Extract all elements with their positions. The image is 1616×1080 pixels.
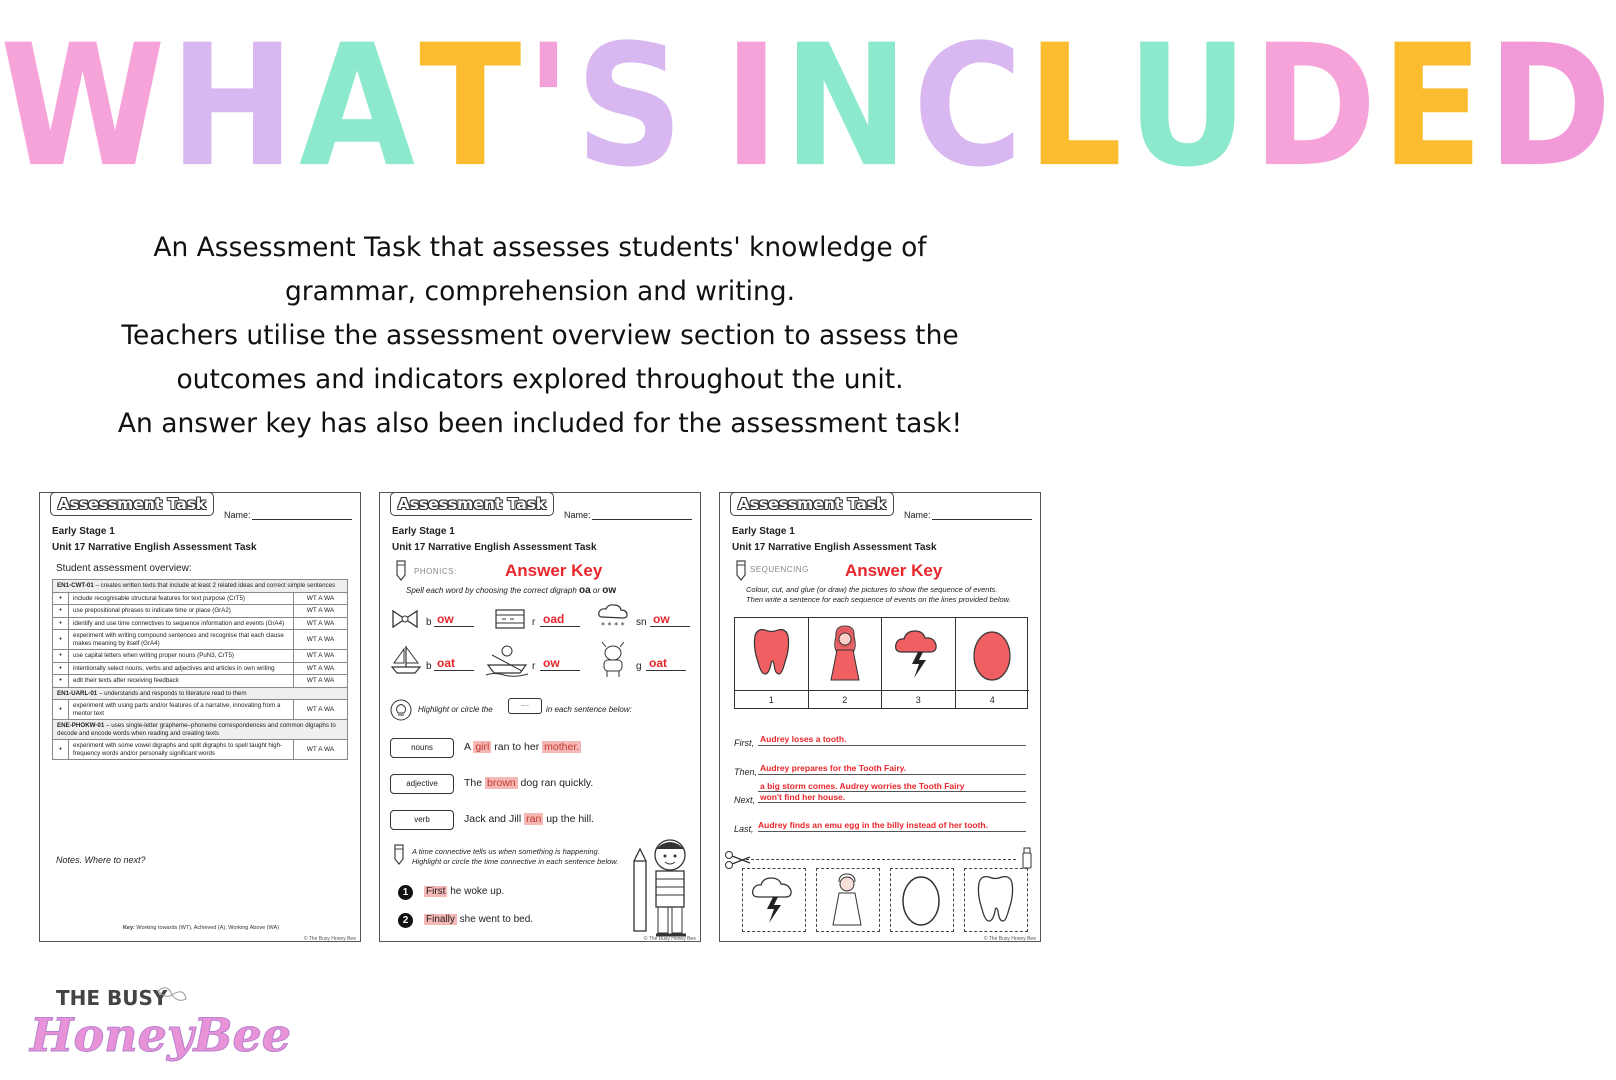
writing-line <box>758 774 1026 775</box>
key-label: Key: <box>122 925 135 931</box>
outcome-text: – uses single-letter grapheme–phoneme correspondences and common digraphs to decode and encode words when reading and creating texts <box>57 722 336 737</box>
headline-letter: U <box>1126 9 1253 205</box>
sentence-answer: won't find her house. <box>760 792 846 802</box>
outcome-cell <box>53 580 348 593</box>
stage-label: Early Stage 1 <box>732 526 795 537</box>
unit-title: Unit 17 Narrative English Assessment Task <box>392 542 597 553</box>
sequence-cell <box>735 618 809 690</box>
indicator-row <box>53 617 348 630</box>
cut-out-box <box>890 868 954 932</box>
notes-label: Notes. Where to next? <box>56 855 146 865</box>
headline-letter: L <box>1026 9 1127 205</box>
indicator-text: use capital letters when writing proper nouns (PuN3, CrT5) <box>69 650 294 663</box>
busy-honey-bee-logo <box>30 985 291 1065</box>
sequence-number: 1 <box>735 690 809 709</box>
highlight-instruction-pre: Highlight or circle the <box>418 705 493 714</box>
digraph-oa: oa <box>579 585 591 596</box>
boat-icon <box>390 643 422 677</box>
egg-icon <box>891 869 952 930</box>
indicator-row <box>53 740 348 760</box>
indicator-row <box>53 605 348 618</box>
answer-key-title: Answer Key <box>845 561 943 580</box>
headline-letter: W <box>0 9 170 205</box>
phonics-answer: ow <box>650 612 690 627</box>
assessment-marks: WT A WA <box>294 700 348 720</box>
name-line <box>932 519 1032 520</box>
cut-out-box <box>816 868 880 932</box>
assessment-marks: WT A WA <box>294 650 348 663</box>
sentence-text: The <box>464 777 486 789</box>
bullet: • <box>53 740 69 760</box>
pencil-icon <box>392 843 406 865</box>
bullet: • <box>53 605 69 618</box>
worksheet-sequencing-page <box>719 492 1041 942</box>
highlighted-word: brown <box>487 777 516 789</box>
indicator-row <box>53 700 348 720</box>
sentence-label: First, <box>734 738 754 748</box>
sequencing-instruction-line: Then write a sentence for each sequence of events on the lines provided below. <box>746 595 1011 604</box>
sequencing-instruction <box>746 585 1011 605</box>
sequencing-label: SEQUENCING <box>750 565 809 574</box>
assessment-marks: WT A WA <box>294 740 348 760</box>
name-line <box>252 519 352 520</box>
sentence-answer: Audrey prepares for the Tooth Fairy. <box>760 763 907 773</box>
phonics-answer: ow <box>540 656 580 671</box>
intro-line: An Assessment Task that assesses students' knowledge of <box>153 232 927 263</box>
indicator-text: experiment with using parts and/or features of a narrative, innovating from a mentor text <box>69 700 294 720</box>
tooth-icon <box>965 869 1026 930</box>
highlighted-connective: Finally <box>426 914 455 925</box>
outcome-code: ENE-PHOKW-01 <box>57 722 105 729</box>
svg-text:* * * *: * * * * <box>601 621 625 630</box>
phonics-letter: r <box>532 661 536 672</box>
bullet: • <box>53 675 69 688</box>
connective-sentence <box>424 886 504 897</box>
sentence-answer: a big storm comes. Audrey worries the Tooth Fairy <box>760 781 965 791</box>
pencil-icon <box>394 559 408 581</box>
bow-icon <box>390 607 420 631</box>
indicator-text: experiment with some vowel digraphs and split digraphs to spell taught high-frequency words and/or personally significant words <box>69 740 294 760</box>
overview-table <box>52 579 348 760</box>
outcome-code: EN1-UARL-01 <box>57 689 98 697</box>
intro-line: Teachers utilise the assessment overview section to assess the <box>121 320 959 351</box>
sequence-cell <box>809 618 883 690</box>
copyright: © The Busy Honey Bee <box>643 936 696 942</box>
phonics-answer: oad <box>540 612 580 627</box>
snow-cloud-icon <box>596 603 630 631</box>
sentence-label: Last, <box>734 824 754 834</box>
digraph-ow: ow <box>602 585 617 596</box>
sentence-label: Next, <box>734 795 756 805</box>
intro-line: An answer key has also been included for the assessment task! <box>117 408 963 439</box>
connective-instruction <box>412 847 618 866</box>
lightbulb-icon <box>390 699 412 721</box>
girl-icon <box>809 618 882 690</box>
copyright: © The Busy Honey Bee <box>983 936 1036 942</box>
outcome-code: EN1-CWT-01 <box>57 582 94 589</box>
name-label: Name: <box>564 510 591 520</box>
bullet: • <box>53 630 69 650</box>
sentence-text: dog ran quickly. <box>517 777 594 789</box>
question-number: 2 <box>398 913 413 928</box>
outcome-row <box>53 580 348 593</box>
sequence-number: 2 <box>809 690 883 709</box>
phonics-answer: ow <box>434 612 474 627</box>
glue-stick-icon <box>1020 847 1034 869</box>
phonics-letter: sn <box>636 617 647 628</box>
grammar-word-box: nouns <box>390 738 454 758</box>
sequence-number: 4 <box>956 690 1030 709</box>
sentence-label: Then, <box>734 767 758 777</box>
highlighted-word: mother. <box>544 741 580 753</box>
highlight-instruction-post: in each sentence below: <box>546 705 632 714</box>
grammar-sentence <box>464 777 593 789</box>
phonics-answer: oat <box>646 656 686 671</box>
name-label: Name: <box>224 510 251 520</box>
headline-letter: I <box>723 9 784 205</box>
headline-letter: ' <box>525 9 576 205</box>
indicator-text: use prepositional phrases to indicate time or place (GrA2) <box>69 605 294 618</box>
assessment-marks: WT A WA <box>294 630 348 650</box>
bullet: • <box>53 617 69 630</box>
goat-icon <box>596 641 630 679</box>
indicator-text: include recognisable structural features for text purpose (CrT5) <box>69 592 294 605</box>
unit-title: Unit 17 Narrative English Assessment Task <box>732 542 937 553</box>
grammar-sentence <box>464 741 581 753</box>
question-number: 1 <box>398 885 413 900</box>
storm-icon <box>882 618 955 690</box>
answer-key-title: Answer Key <box>505 561 603 580</box>
headline-letter: S <box>575 9 688 205</box>
phonics-letter: r <box>532 617 536 628</box>
name-line <box>592 519 692 520</box>
phonics-letter: b <box>426 617 432 628</box>
or-text: or <box>590 586 603 595</box>
headline-letter: T <box>419 9 526 205</box>
cut-out-box <box>964 868 1028 932</box>
boy-with-pencil-illustration <box>630 831 698 943</box>
cut-line <box>746 859 1016 860</box>
sequence-number: 3 <box>882 690 956 709</box>
assessment-marks: WT A WA <box>294 592 348 605</box>
logo-line1: THE BUSY <box>56 986 168 1010</box>
spell-instruction-text: Spell each word by choosing the correct digraph <box>406 586 579 595</box>
writing-line <box>758 831 1026 832</box>
headline <box>0 9 1616 205</box>
headline-letter: C <box>912 9 1027 205</box>
page-tab-title: Assessment Task <box>50 492 214 516</box>
bullet: • <box>53 662 69 675</box>
tooth-icon <box>735 618 808 690</box>
stage-label: Early Stage 1 <box>392 526 455 537</box>
stage-label: Early Stage 1 <box>52 526 115 537</box>
sentence-text: up the hill. <box>543 813 595 825</box>
bullet: • <box>53 650 69 663</box>
egg-icon <box>956 618 1029 690</box>
phonics-letter: g <box>636 661 642 672</box>
sequence-cell <box>882 618 956 690</box>
grammar-sentence <box>464 813 594 825</box>
page-tab-title: Assessment Task <box>390 492 554 516</box>
sentence-text: A <box>464 741 474 753</box>
indicator-row <box>53 662 348 675</box>
outcome-cell <box>53 720 348 740</box>
bullet: • <box>53 592 69 605</box>
sequence-grid <box>734 617 1028 709</box>
grammar-word-box: adjective <box>390 774 454 794</box>
indicator-text: experiment with writing compound sentences and recognise that each clause makes meaning by itself (GrA4) <box>69 630 294 650</box>
indicator-row <box>53 675 348 688</box>
highlighted-connective: First <box>426 886 446 897</box>
assessment-marks: WT A WA <box>294 675 348 688</box>
key-text: Working towards (WT), Achieved (A), Working Above (WA) <box>134 925 280 931</box>
logo-line2: HoneyBee <box>30 1008 291 1062</box>
indicator-row <box>53 592 348 605</box>
connective-sentence <box>424 914 533 925</box>
storm-icon <box>743 869 804 930</box>
assessment-marks: WT A WA <box>294 662 348 675</box>
headline-letter: D <box>1252 9 1381 205</box>
headline-letter: H <box>169 9 300 205</box>
page-tab-title: Assessment Task <box>730 492 894 516</box>
phonics-answer: oat <box>434 656 474 671</box>
cut-out-box <box>742 868 806 932</box>
scissors-icon <box>724 851 752 869</box>
outcome-row <box>53 687 348 700</box>
blank-word-box: .... <box>508 698 542 714</box>
worksheet-answer-key-page <box>379 492 701 942</box>
sentence-answer: Audrey loses a tooth. <box>760 734 847 744</box>
headline-letter: E <box>1380 9 1488 205</box>
sentence-answer: Audrey finds an emu egg in the billy instead of her tooth. <box>758 820 988 830</box>
indicator-text: intentionally select nouns, verbs and adjectives and articles in own writing <box>69 662 294 675</box>
assessment-marks: WT A WA <box>294 617 348 630</box>
key-legend <box>40 925 362 931</box>
road-icon <box>494 607 526 631</box>
outcome-text: – understands and responds to literature read to them <box>97 689 247 697</box>
phonics-label: PHONICS: <box>414 567 457 576</box>
bullet: • <box>53 700 69 720</box>
headline-letter: D <box>1487 9 1616 205</box>
sentence-text: he woke up. <box>447 886 505 897</box>
overview-title: Student assessment overview: <box>56 563 192 574</box>
phonics-letter: b <box>426 661 432 672</box>
outcome-cell <box>53 687 348 700</box>
highlighted-word: ran <box>526 813 542 825</box>
unit-title: Unit 17 Narrative English Assessment Task <box>52 542 257 553</box>
connective-instruction-line: A time connective tells us when something is happening. <box>412 847 600 856</box>
writing-line <box>758 802 1026 803</box>
indicator-row <box>53 630 348 650</box>
grammar-word-box: verb <box>390 810 454 830</box>
spell-instruction <box>406 586 616 596</box>
headline-letter: A <box>299 9 420 205</box>
outcome-text: – creates written texts that include at least 2 related ideas and correct simple sentences <box>93 582 336 589</box>
girl-icon <box>817 869 878 930</box>
intro-text <box>40 226 1040 446</box>
sentence-text: ran to her <box>491 741 543 753</box>
pencil-icon <box>734 559 748 581</box>
indicator-text: identify and use time connectives to sequence information and events (GrA4) <box>69 617 294 630</box>
copyright: © The Busy Honey Bee <box>303 936 356 942</box>
writing-line <box>758 745 1026 746</box>
intro-line: grammar, comprehension and writing. <box>284 276 796 307</box>
outcome-row <box>53 720 348 740</box>
worksheet-overview-page <box>39 492 361 942</box>
name-label: Name: <box>904 510 931 520</box>
indicator-text: edit their texts after receiving feedback <box>69 675 294 688</box>
highlighted-word: girl <box>475 741 490 753</box>
sentence-text: Jack and Jill <box>464 813 525 825</box>
headline-letter: N <box>783 9 913 205</box>
sequence-cell <box>956 618 1030 690</box>
sequencing-instruction-line: Colour, cut, and glue (or draw) the pictures to show the sequence of events. <box>746 585 998 594</box>
intro-line: outcomes and indicators explored throughout the unit. <box>176 364 904 395</box>
sentence-text: she went to bed. <box>456 914 534 925</box>
indicator-row <box>53 650 348 663</box>
assessment-marks: WT A WA <box>294 605 348 618</box>
connective-instruction-line: Highlight or circle the time connective in each sentence below. <box>412 856 619 866</box>
rowing-icon <box>484 643 530 677</box>
